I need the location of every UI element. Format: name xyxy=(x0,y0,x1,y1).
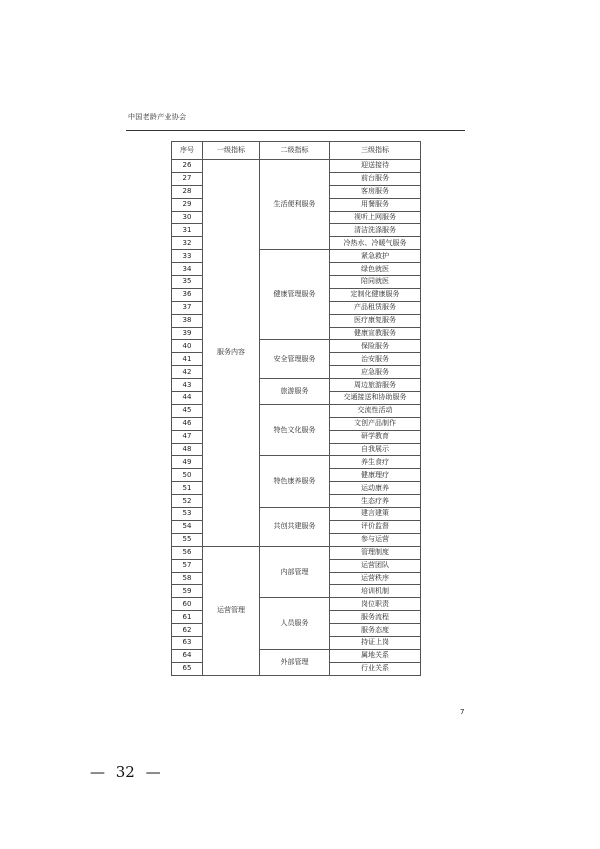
serial-cell: 33 xyxy=(172,250,203,263)
serial-cell: 49 xyxy=(172,456,203,469)
level3-cell: 服务流程 xyxy=(330,611,421,624)
serial-cell: 64 xyxy=(172,649,203,662)
serial-cell: 56 xyxy=(172,546,203,559)
level3-cell: 养生食疗 xyxy=(330,456,421,469)
serial-cell: 42 xyxy=(172,366,203,379)
level3-cell: 生态疗养 xyxy=(330,495,421,508)
level3-cell: 冷热水、冷暖气服务 xyxy=(330,237,421,250)
serial-cell: 57 xyxy=(172,559,203,572)
level3-cell: 交流性活动 xyxy=(330,404,421,417)
level2-cell: 共创共建服务 xyxy=(260,508,330,547)
document-header: 中国老龄产业协会 xyxy=(128,113,187,121)
serial-cell: 34 xyxy=(172,263,203,276)
table-row xyxy=(172,546,421,559)
table-header-row xyxy=(172,142,421,160)
header-level3: 三级指标 xyxy=(330,142,421,160)
serial-cell: 60 xyxy=(172,598,203,611)
serial-cell: 29 xyxy=(172,198,203,211)
serial-cell: 31 xyxy=(172,224,203,237)
level3-cell: 客房服务 xyxy=(330,185,421,198)
level3-cell: 紧急救护 xyxy=(330,250,421,263)
serial-cell: 27 xyxy=(172,172,203,185)
level3-cell: 应急服务 xyxy=(330,366,421,379)
level3-cell: 培训机制 xyxy=(330,585,421,598)
level3-cell: 周边旅游服务 xyxy=(330,379,421,392)
level3-cell: 文创产品制作 xyxy=(330,417,421,430)
serial-cell: 54 xyxy=(172,520,203,533)
level3-cell: 前台服务 xyxy=(330,172,421,185)
document-page-number: 7 xyxy=(460,708,465,716)
level2-cell: 人员服务 xyxy=(260,598,330,650)
footer-page-number: — 32 — xyxy=(90,763,161,781)
level3-cell: 交通接送和协助服务 xyxy=(330,392,421,405)
serial-cell: 26 xyxy=(172,160,203,173)
serial-cell: 35 xyxy=(172,276,203,289)
level2-cell: 生活便利服务 xyxy=(260,160,330,250)
level2-cell: 健康管理服务 xyxy=(260,250,330,340)
level3-cell: 健康理疗 xyxy=(330,469,421,482)
level2-cell: 旅游服务 xyxy=(260,379,330,405)
serial-cell: 58 xyxy=(172,572,203,585)
level3-cell: 治安服务 xyxy=(330,353,421,366)
serial-cell: 63 xyxy=(172,636,203,649)
serial-cell: 37 xyxy=(172,301,203,314)
level1-cell: 服务内容 xyxy=(203,160,260,547)
serial-cell: 43 xyxy=(172,379,203,392)
level2-cell: 内部管理 xyxy=(260,546,330,598)
level2-cell: 外部管理 xyxy=(260,649,330,675)
serial-cell: 50 xyxy=(172,469,203,482)
serial-cell: 55 xyxy=(172,533,203,546)
level3-cell: 属地关系 xyxy=(330,649,421,662)
serial-cell: 52 xyxy=(172,495,203,508)
level3-cell: 持证上岗 xyxy=(330,636,421,649)
level2-cell: 安全管理服务 xyxy=(260,340,330,379)
serial-cell: 65 xyxy=(172,662,203,675)
serial-cell: 41 xyxy=(172,353,203,366)
level3-cell: 医疗康复服务 xyxy=(330,314,421,327)
level3-cell: 行业关系 xyxy=(330,662,421,675)
table-row xyxy=(172,160,421,173)
level3-cell: 岗位职责 xyxy=(330,598,421,611)
level3-cell: 服务态度 xyxy=(330,624,421,637)
serial-cell: 45 xyxy=(172,404,203,417)
level3-cell: 陪同就医 xyxy=(330,276,421,289)
level2-cell: 特色康养服务 xyxy=(260,456,330,508)
serial-cell: 51 xyxy=(172,482,203,495)
level1-cell: 运营管理 xyxy=(203,546,260,675)
serial-cell: 48 xyxy=(172,443,203,456)
serial-cell: 28 xyxy=(172,185,203,198)
level3-cell: 视听上网服务 xyxy=(330,211,421,224)
level3-cell: 迎送接待 xyxy=(330,160,421,173)
serial-cell: 61 xyxy=(172,611,203,624)
level3-cell: 运营团队 xyxy=(330,559,421,572)
serial-cell: 62 xyxy=(172,624,203,637)
serial-cell: 40 xyxy=(172,340,203,353)
serial-cell: 38 xyxy=(172,314,203,327)
header-level1: 一级指标 xyxy=(203,142,260,160)
level3-cell: 管理制度 xyxy=(330,546,421,559)
level3-cell: 评价监督 xyxy=(330,520,421,533)
level3-cell: 用餐服务 xyxy=(330,198,421,211)
level3-cell: 自我展示 xyxy=(330,443,421,456)
indicator-table xyxy=(171,141,421,676)
table-body xyxy=(172,160,421,676)
level2-cell: 特色文化服务 xyxy=(260,404,330,456)
level3-cell: 研学教育 xyxy=(330,430,421,443)
serial-cell: 46 xyxy=(172,417,203,430)
level3-cell: 运营秩序 xyxy=(330,572,421,585)
serial-cell: 53 xyxy=(172,508,203,521)
level3-cell: 定制化健康服务 xyxy=(330,288,421,301)
header-rule xyxy=(126,130,465,131)
serial-cell: 32 xyxy=(172,237,203,250)
level3-cell: 参与运营 xyxy=(330,533,421,546)
level3-cell: 运动康养 xyxy=(330,482,421,495)
level3-cell: 健康宣教服务 xyxy=(330,327,421,340)
level3-cell: 建言建策 xyxy=(330,508,421,521)
level3-cell: 产品租赁服务 xyxy=(330,301,421,314)
serial-cell: 59 xyxy=(172,585,203,598)
header-serial: 序号 xyxy=(172,142,203,160)
serial-cell: 36 xyxy=(172,288,203,301)
header-level2: 二级指标 xyxy=(260,142,330,160)
level3-cell: 保险服务 xyxy=(330,340,421,353)
serial-cell: 30 xyxy=(172,211,203,224)
level3-cell: 清洁洗涤服务 xyxy=(330,224,421,237)
level3-cell: 绿色就医 xyxy=(330,263,421,276)
serial-cell: 44 xyxy=(172,392,203,405)
serial-cell: 39 xyxy=(172,327,203,340)
serial-cell: 47 xyxy=(172,430,203,443)
